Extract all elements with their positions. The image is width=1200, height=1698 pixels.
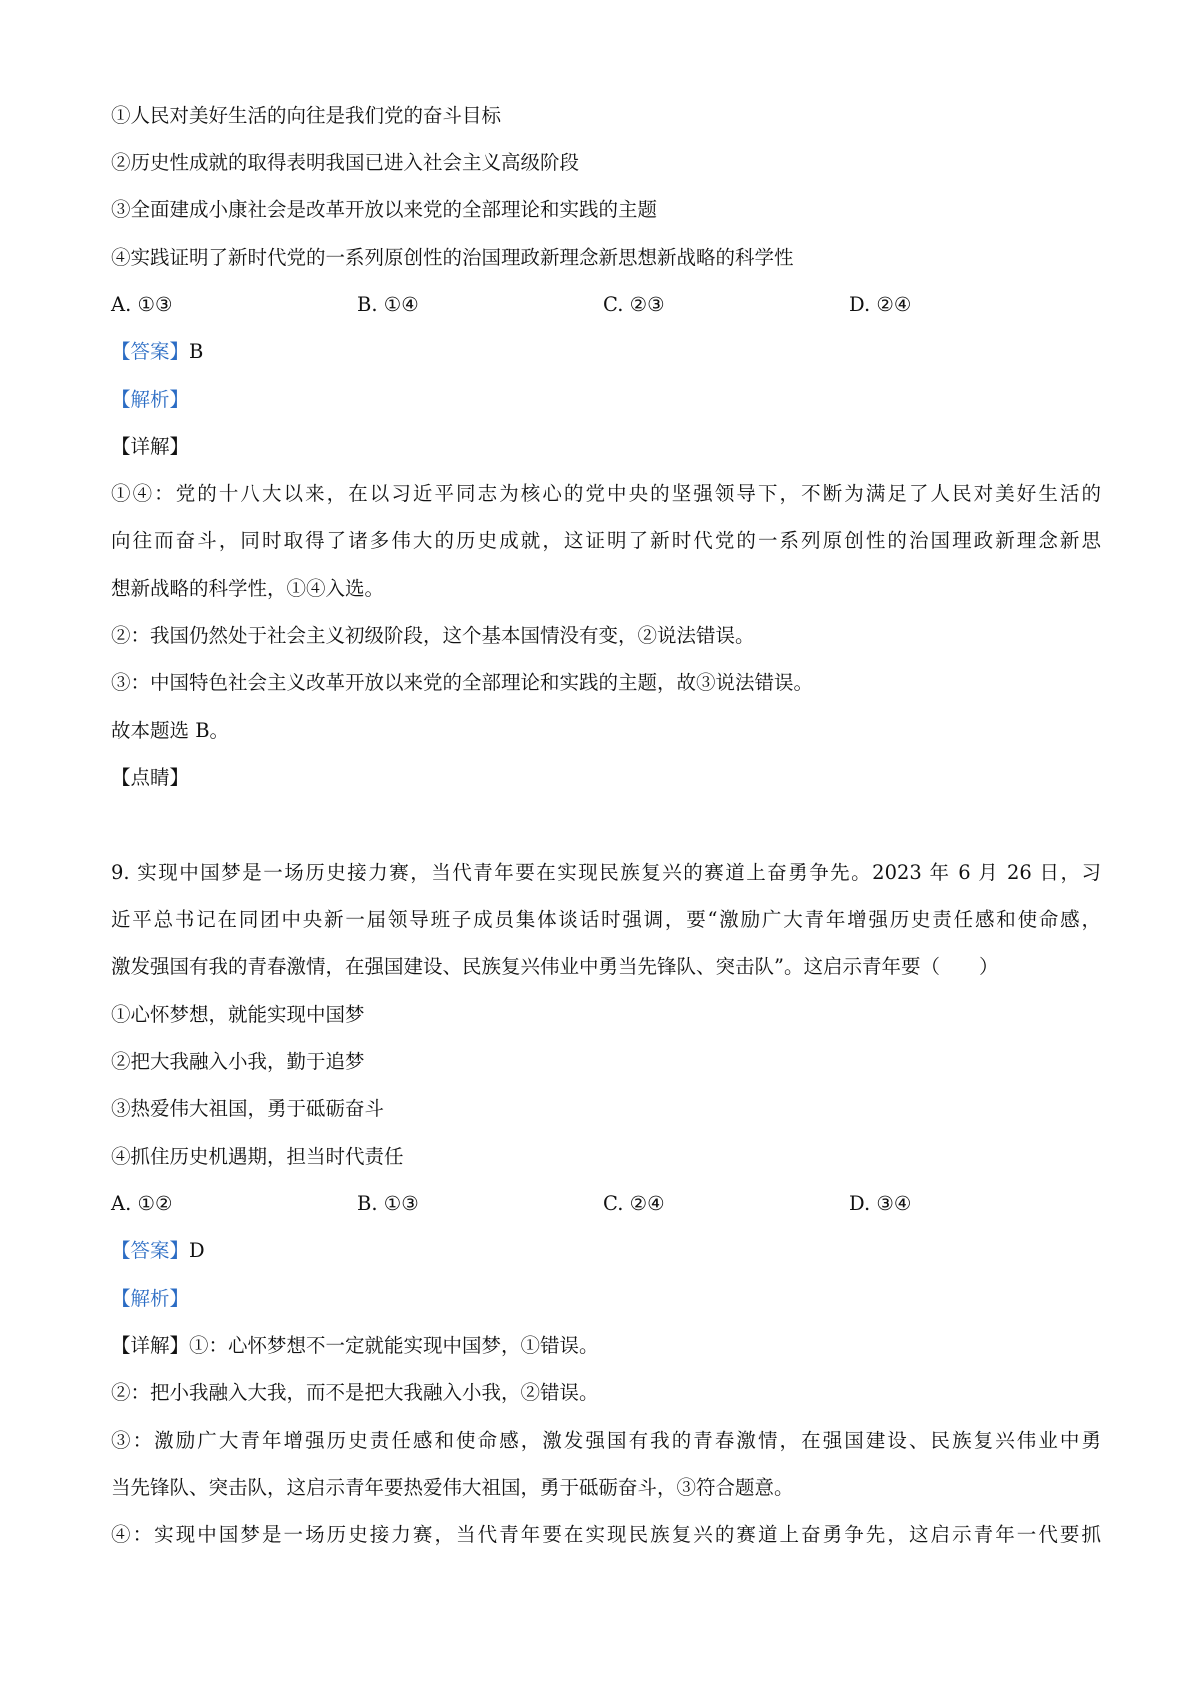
q9-answer	[111, 1237, 1101, 1265]
q9-option-a: A. ①②	[111, 1192, 173, 1215]
q9-detail-line-2: ②：把小我融入大我，而不是把大我融入小我，②错误。	[111, 1381, 599, 1404]
q8-detail-line-2: 向往而奋斗，同时取得了诸多伟大的历史成就，这证明了新时代党的一系列原创性的治国理政新理念新思	[111, 529, 1101, 552]
q8-detail-line-3: 想新战略的科学性，①④入选。	[111, 577, 385, 600]
q9-detail-label: 【详解】	[111, 1334, 190, 1357]
q8-detail-line-5: ③：中国特色社会主义改革开放以来党的全部理论和实践的主题，故③说法错误。	[111, 671, 814, 694]
q8-option-c: C. ②③	[603, 293, 665, 316]
q8-detail-line-4: ②：我国仍然处于社会主义初级阶段，这个基本国情没有变，②说法错误。	[111, 624, 755, 647]
q9-detail-line-5: ④：实现中国梦是一场历史接力赛，当代青年要在实现民族复兴的赛道上奋勇争先，这启示青年一代要抓	[111, 1523, 1101, 1546]
q9-answer-value: D	[189, 1239, 205, 1262]
q9-detail-line-3: ③：激励广大青年增强历史责任感和使命感，激发强国有我的青春激情，在强国建设、民族复兴伟业中勇	[111, 1429, 1101, 1452]
q8-answer	[111, 338, 1101, 366]
q9-option-c: C. ②④	[603, 1192, 665, 1215]
q9-detail-line-1: ①：心怀梦想不一定就能实现中国梦，①错误。	[189, 1334, 599, 1357]
q8-statement-2: ②历史性成就的取得表明我国已进入社会主义高级阶段	[111, 151, 580, 174]
q9-stem-line-3: 激发强国有我的青春激情，在强国建设、民族复兴伟业中勇当先锋队、突击队”。这启示青年要（ ）	[111, 955, 999, 978]
q8-statement-3: ③全面建成小康社会是改革开放以来党的全部理论和实践的主题	[111, 198, 658, 221]
q9-statement-1: ①心怀梦想，就能实现中国梦	[111, 1003, 365, 1026]
q9-detail-first	[111, 1332, 1101, 1360]
q8-option-b: B. ①④	[357, 293, 419, 316]
q8-option-d: D. ②④	[849, 293, 912, 316]
q8-statement-4: ④实践证明了新时代党的一系列原创性的治国理政新理念新思想新战略的科学性	[111, 246, 794, 269]
q8-analysis-label: 【解析】	[111, 388, 190, 411]
q9-statement-4: ④抓住历史机遇期，担当时代责任	[111, 1145, 404, 1168]
q8-detail-line-6: 故本题选 B。	[111, 719, 230, 742]
q8-detail-line-1: ①④：党的十八大以来，在以习近平同志为核心的党中央的坚强领导下，不断为满足了人民对美好生活的	[111, 482, 1101, 505]
q9-stem-line-2: 近平总书记在同团中央新一届领导班子成员集体谈话时强调，要“激励广大青年增强历史责任感和使命感，	[111, 908, 1101, 931]
q8-option-a: A. ①③	[111, 293, 173, 316]
q9-statement-2: ②把大我融入小我，勤于追梦	[111, 1050, 365, 1073]
q9-stem-line-1: 9. 实现中国梦是一场历史接力赛，当代青年要在实现民族复兴的赛道上奋勇争先。2023 年 6 月 26 日，习	[111, 861, 1101, 884]
q8-statement-1: ①人民对美好生活的向往是我们党的奋斗目标	[111, 104, 502, 127]
q9-analysis-label: 【解析】	[111, 1287, 190, 1310]
q9-detail-line-4: 当先锋队、突击队，这启示青年要热爱伟大祖国，勇于砥砺奋斗，③符合题意。	[111, 1476, 794, 1499]
q9-statement-3: ③热爱伟大祖国，勇于砥砺奋斗	[111, 1097, 385, 1120]
q8-answer-label: 【答案】	[111, 340, 190, 363]
q9-option-d: D. ③④	[849, 1192, 912, 1215]
q8-detail-label: 【详解】	[111, 435, 190, 458]
q8-answer-value: B	[189, 340, 204, 363]
q8-comment-label: 【点睛】	[111, 766, 190, 789]
q9-option-b: B. ①③	[357, 1192, 419, 1215]
q9-answer-label: 【答案】	[111, 1239, 190, 1262]
